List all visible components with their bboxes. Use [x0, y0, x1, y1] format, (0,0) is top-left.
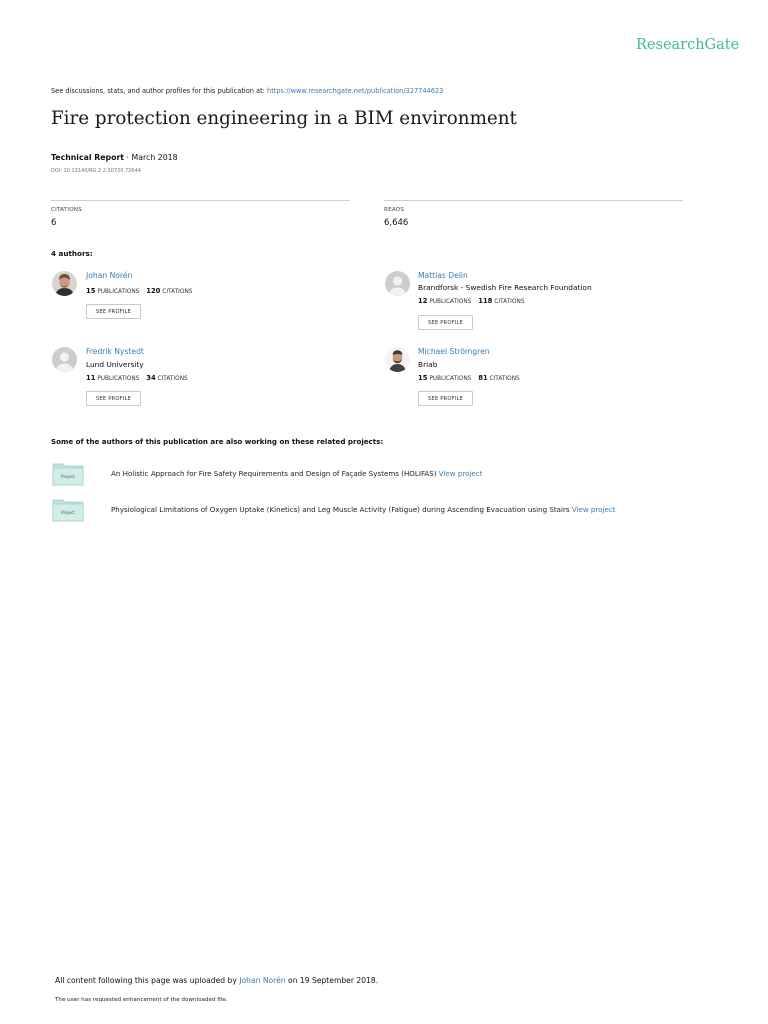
see-profile-button[interactable]: SEE PROFILE [418, 391, 473, 406]
author-name-link[interactable]: Mattias Delin [418, 271, 468, 280]
user-placeholder-icon [385, 271, 410, 296]
author-stats [86, 374, 188, 382]
person-photo-icon [385, 347, 410, 372]
project-folder-icon [52, 498, 84, 522]
citations-count: 120 [146, 287, 161, 295]
discussion-prefix: See discussions, stats, and author profiles for this publication at: [51, 87, 265, 95]
view-project-link[interactable]: View project [438, 469, 483, 478]
see-profile-button[interactable]: SEE PROFILE [86, 391, 141, 406]
publications-label: PUBLICATIONS [97, 289, 140, 295]
author-avatar-photo[interactable] [385, 347, 410, 372]
author-stats [418, 374, 520, 382]
publication-title: Fire protection engineering in a BIM environment [51, 108, 517, 129]
citations-label: CITATIONS [162, 289, 193, 295]
upload-line [55, 976, 378, 985]
citations-count: 118 [478, 297, 493, 305]
project-icon-label: Project [61, 474, 75, 479]
author-name-link[interactable]: Johan Norén [86, 271, 133, 280]
project-item [111, 505, 616, 514]
authors-header: 4 authors: [51, 249, 93, 258]
author-stats [418, 297, 524, 305]
project-title: An Holistic Approach for Fire Safety Requirements and Design of Façade Systems (HOLIFAS) [111, 469, 437, 478]
citations-count: 81 [478, 374, 488, 382]
publication-meta [51, 153, 178, 162]
discussion-line [51, 87, 443, 95]
person-photo-icon [52, 271, 77, 296]
publications-label: PUBLICATIONS [429, 299, 472, 305]
related-projects-header: Some of the authors of this publication are also working on these related projects: [51, 437, 384, 446]
publication-date: March 2018 [131, 153, 178, 162]
publications-count: 15 [418, 374, 428, 382]
see-profile-button[interactable]: SEE PROFILE [418, 315, 473, 330]
author-name-link[interactable]: Fredrik Nystedt [86, 347, 144, 356]
author-avatar-placeholder[interactable] [385, 271, 410, 296]
project-icon-label: Project [61, 510, 75, 515]
citations-divider [51, 200, 350, 201]
author-institution[interactable]: Briab [418, 360, 438, 369]
publication-doi: DOI: 10.13140/RG.2.2.30720.72644 [51, 168, 141, 174]
researchgate-logo[interactable]: ResearchGate [636, 37, 740, 53]
publications-count: 12 [418, 297, 428, 305]
publications-count: 15 [86, 287, 96, 295]
publication-type: Technical Report [51, 153, 125, 162]
reads-value: 6,646 [384, 218, 409, 228]
uploaded-prefix: All content following this page was uploaded by [55, 976, 237, 985]
project-folder-icon [52, 462, 84, 486]
citations-count: 34 [146, 374, 156, 382]
author-stats [86, 287, 192, 295]
reads-divider [384, 200, 683, 201]
publications-count: 11 [86, 374, 96, 382]
user-placeholder-icon [52, 347, 77, 372]
citations-label: CITATIONS [489, 376, 520, 382]
citations-label: CITATIONS [494, 299, 525, 305]
publications-label: PUBLICATIONS [429, 376, 472, 382]
citations-label: CITATIONS [51, 207, 82, 213]
author-avatar-photo[interactable] [52, 271, 77, 296]
citations-value: 6 [51, 218, 57, 228]
project-item [111, 469, 482, 478]
author-institution[interactable]: Brandforsk - Swedish Fire Research Foundation [418, 283, 592, 292]
author-name-link[interactable]: Michael Strömgren [418, 347, 490, 356]
view-project-link[interactable]: View project [571, 505, 616, 514]
author-avatar-placeholder[interactable] [52, 347, 77, 372]
see-profile-button[interactable]: SEE PROFILE [86, 304, 141, 319]
reads-label: READS [384, 207, 405, 213]
uploader-link[interactable]: Johan Norén [239, 976, 286, 985]
date-separator: · [126, 153, 130, 162]
uploaded-suffix: on 19 September 2018. [288, 976, 379, 985]
author-institution[interactable]: Lund University [86, 360, 144, 369]
publication-url-link[interactable]: https://www.researchgate.net/publication/327744623 [267, 87, 444, 95]
enhancement-note: The user has requested enhancement of the downloaded file. [55, 997, 228, 1003]
publications-label: PUBLICATIONS [97, 376, 140, 382]
citations-label: CITATIONS [157, 376, 188, 382]
project-title: Physiological Limitations of Oxygen Uptake (Kinetics) and Leg Muscle Activity (Fatigue) during Ascending Evacuation using Stairs [111, 505, 570, 514]
